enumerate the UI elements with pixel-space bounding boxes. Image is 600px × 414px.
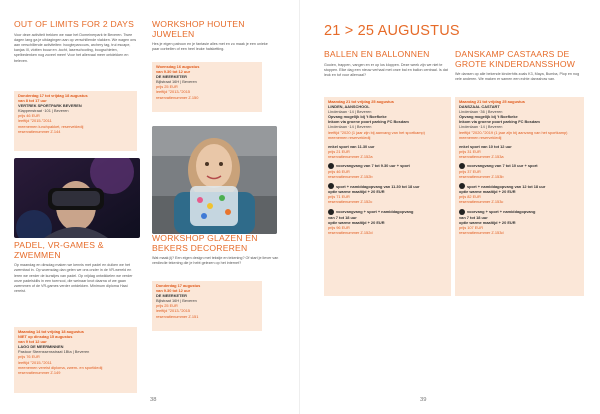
block-title-3: optie warme maaltijd + 20 EUR <box>459 219 516 225</box>
age: leeftijd °2013-°2015 <box>156 308 191 314</box>
danskamp-section <box>455 50 583 83</box>
note: meenemen reservekledij <box>459 134 502 140</box>
block-price: prijs 31 EUR <box>459 148 481 154</box>
vr-games-photo <box>14 158 140 238</box>
section-text: Voor deze activiteit trekken we naar het Domeinerpark te Beveren. Twee dagen lang ga je uitdagingen aan op verschillende vlakken. We wagen ons aan verschillende activiteiten: hoogteparcours, archery tag, trui escape, kanjas III, vlotten bouw en -tocht, laserschooting, boogschieten, spelbedenken nog zoveel meer! Voor het allervaal meer ontdekken en beleven. <box>14 32 137 63</box>
block-reservation: reservatienummer Z.152c <box>328 199 373 205</box>
note: meenemen vereist diploma, zwem- en sportkledij <box>18 364 103 370</box>
girl-with-jar-photo <box>152 126 277 234</box>
block-reservation: reservatienummer Z.153c <box>459 199 504 205</box>
section-title: WORKSHOP HOUTEN JUWELEN <box>152 19 245 39</box>
section-text: Gooien, trappen, vangen en er op los kloppen. Deze week zijn we niet te stoppen. Elke dag een nieuw verhaal met onze bal en ballon centraal. Is dat leuk en tof voor allervaal? <box>324 62 448 77</box>
out-of-limits-section <box>14 20 137 64</box>
girl-jar-image <box>152 126 277 234</box>
age: leeftijd °2015-°2011 <box>18 118 52 124</box>
reservation: reservatienummer Z.151 <box>156 313 199 319</box>
block-price: prijs 46 EUR <box>328 169 350 175</box>
age: leeftijd °2015-°2011 <box>18 359 52 365</box>
address: Lindenlaan ·14 | Beveren <box>328 109 372 115</box>
date-line: Donderdag 17 augustus <box>156 283 201 288</box>
block-title: enkel sport van 10 tot 12 uur <box>459 143 512 149</box>
note: meenemen lunchpakket, reservekledij <box>18 123 84 129</box>
info-box-danskamp <box>455 97 584 296</box>
option-address: Lindenlaan ·14 | Beveren <box>459 124 503 130</box>
block-title: voorvang + sport + namiddagopvang <box>467 208 536 214</box>
option-address: Lindenlaan ·14 | Beveren <box>328 124 372 130</box>
section-title: WORKSHOP GLAZEN EN BEKERS DECOREREN <box>152 233 258 253</box>
block-reservation: reservatienummer Z.153a <box>459 153 504 159</box>
section-title: PADEL, VR-GAMES & ZWEMMEN <box>14 240 104 260</box>
page-number: 38 <box>150 397 157 403</box>
option-title: Opvang mogelijk bij 't Boefkeke <box>459 114 518 120</box>
address: Klappenstraat ·101 | Beveren <box>18 108 69 114</box>
info-box-glazen-bekers <box>152 281 262 331</box>
option-title-2: Inkom via groene poort parking FC Bosdam <box>459 119 540 125</box>
reservation: reservatienummer Z.150 <box>156 94 199 100</box>
block-price: prijs 96 EUR <box>328 224 350 230</box>
address: Pastoor Steenssensstraat 1Bta | Beveren <box>18 349 90 355</box>
reservation: reservatienummer Z.149 <box>18 369 61 375</box>
address: Bijlstraat 16H | Beveren <box>156 79 197 85</box>
block-title: voorvangvang van 7 tot 10 uur + sport <box>467 163 538 169</box>
time-line: van 9.30 tot 12 uur <box>156 69 191 75</box>
option-age: leeftijd °2020 (1 jaar zijn bij aanvang van het sportkamp) <box>328 129 425 135</box>
option-age: leeftijd °2020-°2019 (1 jaar zijn bij aanvang van het sportkamp) <box>459 129 568 135</box>
date-line: Maandag 21 tot vrijdag 25 augustus <box>459 99 525 104</box>
option-title: Opvang mogelijk bij 't Boefkeke <box>328 114 387 120</box>
address: Bijlstraat 16H | Beveren <box>156 298 197 304</box>
reservation: reservatienummer Z.144 <box>18 128 61 134</box>
section-title: DANSKAMP CASTAARS DE GROTE KINDERDANSSHOW <box>455 49 576 69</box>
block-title-3: optie warme maaltijd + 20 EUR <box>328 219 385 225</box>
venue: DANSZAAL CASTART <box>459 104 500 110</box>
note: meenemen reservekledij <box>328 134 371 140</box>
venue: DE MEERKETER <box>156 293 187 299</box>
venue: LAGO DE MEERMINNEN <box>18 344 64 350</box>
date-range-header: 21 > 25 AUGUSTUS <box>324 23 460 39</box>
block-reservation: reservatienummer Z.153d <box>459 229 504 235</box>
right-page <box>300 0 600 414</box>
age: leeftijd °2013-°2015 <box>156 89 191 95</box>
time-line: van 8 tot 17 uur <box>18 98 47 104</box>
block-reservation: reservatienummer Z.152a <box>328 153 373 159</box>
houten-juwelen-section <box>152 20 274 53</box>
block-title: voorvangvang + sport + namiddagopvang <box>336 208 414 214</box>
ballen-section <box>324 50 448 78</box>
option-title-2: Inkom via groene poort parking FC Bosdam <box>328 119 409 125</box>
block-title: enkel sport van 11.30 uur <box>328 143 375 149</box>
block-price: prijs 71 EUR <box>328 194 350 200</box>
block-title: sport + namiddagopvang van 12 tot 18 uur <box>467 183 546 189</box>
price: prijs 25 EUR <box>156 303 178 309</box>
section-title: OUT OF LIMITS FOR 2 DAYS <box>14 19 135 29</box>
block-reservation: reservatienummer Z.152b <box>328 174 373 180</box>
block-title-2: van 7 tot 18 uur <box>328 214 357 220</box>
vr-headset-image <box>14 158 140 238</box>
block-title: sport + namiddagopvang van 11.30 tot 18 uur <box>336 183 420 189</box>
section-text: Op maandag en dinsdag maken we kennis met padel en duiken we het zwembad in. Op woensdag dan gelen we ons onder in de VR-wereld en leren we verder de kunstjes van padel. Op vrijdag ontwikkelen we verder onze padelskills in een toernooi, die weinaar knot daarna of we gaan zwemmen of de VR-games verder ontdekken. Minimum diploma Haai vereist. <box>14 263 133 294</box>
section-title: BALLEN EN BALLONNEN <box>324 49 430 59</box>
block-reservation: reservatienummer Z.152d <box>328 229 373 235</box>
venue: LINDEN, AANSCHOOL <box>328 104 370 110</box>
time-line: van 9.30 tot 12 uur <box>156 288 191 294</box>
info-box-padel <box>14 327 137 393</box>
page-number: 39 <box>420 397 427 403</box>
block-title-2: optie warme maaltijd + 20 EUR <box>328 189 385 195</box>
info-box-ballen <box>324 97 451 296</box>
padel-section <box>14 241 137 294</box>
date-line: Maandag 14 tot vrijdag 18 augustus <box>18 329 84 334</box>
price: prijs 46 EUR <box>18 113 40 119</box>
block-price: prijs 82 EUR <box>459 194 481 200</box>
date-line: Woensdag 16 augustus <box>156 64 200 69</box>
price: prijs 25 EUR <box>156 84 178 90</box>
extra-option-icon <box>328 209 334 215</box>
block-price: prijs 107 EUR <box>459 224 484 230</box>
block-title-2: optie warme maaltijd + 20 EUR <box>459 189 516 195</box>
time-line: van 9 tot 12 uur <box>18 339 47 345</box>
address: Lindenlaan ·36 | Beveren <box>459 109 503 115</box>
section-text: Hes je eigen patroon en je fantasie alles met en zo maak je een unieke paar oorbellen of een heel leuke halsketting. <box>152 42 268 52</box>
section-text: We dansen op alle bekende kinderhits zoals K3, Maya, Bumba, Plop en nog vele anderen. We maken er samen een echte dansshow van. <box>455 72 580 82</box>
info-box-out-of-limits <box>14 91 137 151</box>
info-box-houten-juwelen <box>152 62 262 112</box>
block-title: voorvangvang van 7 tot 9.30 uur + sport <box>336 163 410 169</box>
date-line: Donderdag 17 tot vrijdag 18 augustus <box>18 93 88 98</box>
section-text: Wat maak jij? Een eigen design met tekstje en tekening? Of start je liever van verdieclie tekening die je hebt gelezen op het internet? <box>152 256 279 266</box>
venue: DE MEERKETER <box>156 74 187 80</box>
glazen-bekers-section <box>152 234 282 267</box>
block-price: prijs 37 EUR <box>459 169 481 175</box>
date-line: Maandag 21 tot vrijdag 25 augustus <box>328 99 394 104</box>
venue: VERTREK SPORTPARK BEVEREN <box>18 103 82 109</box>
block-title-2: van 7 tot 18 uur <box>459 214 488 220</box>
block-reservation: reservatienummer Z.153b <box>459 174 504 180</box>
date-line-2: NIET op dinsdag 15 augustus <box>18 334 73 340</box>
block-price: prijs 21 EUR <box>328 148 350 154</box>
price: prijs 76 EUR <box>18 354 40 360</box>
extra-option-icon <box>459 209 465 215</box>
